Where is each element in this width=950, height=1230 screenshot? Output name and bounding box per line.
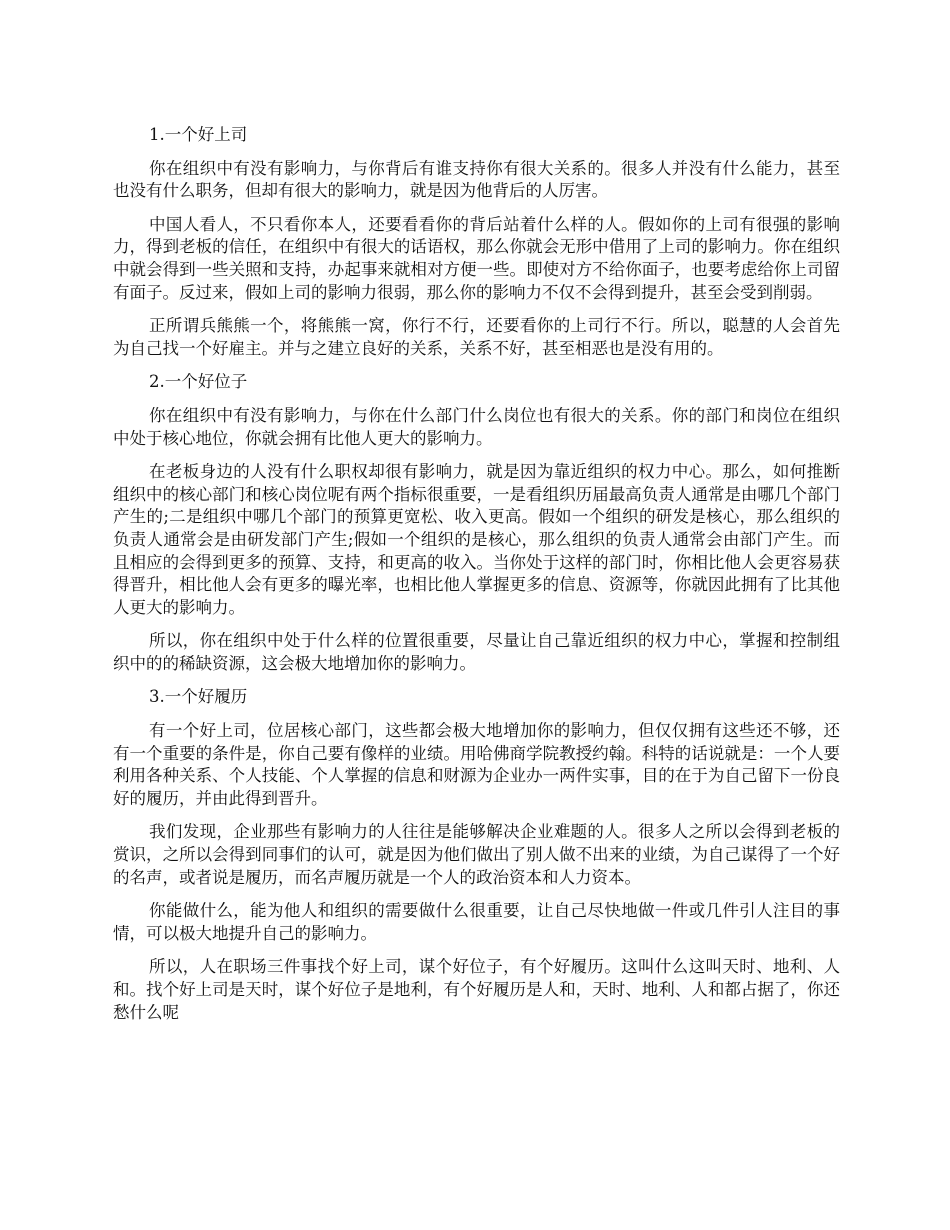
document-body <box>113 124 840 1035</box>
paragraph: 你在组织中有没有影响力，与你背后有谁支持你有很大关系的。很多人并没有什么能力，甚至也没有什么职务，但却有很大的影响力，就是因为他背后的人厉害。 <box>113 158 840 201</box>
section-heading: 1.一个好上司 <box>149 125 248 144</box>
section-heading: 3.一个好履历 <box>149 687 248 707</box>
paragraph: 所以，你在组织中处于什么样的位置很重要，尽量让自己靠近组织的权力中心，掌握和控制组织中的的稀缺资源，这会极大地增加你的影响力。 <box>113 631 840 673</box>
paragraph: 中国人看人，不只看你本人，还要看看你的背后站着什么样的人。假如你的上司有很强的影响力，得到老板的信任，在组织中有很大的话语权，那么你就会无形中借用了上司的影响力。你在组织中就会得到一些关照和支持，办起事来就相对方便一些。即使对方不给你面子，也要考虑给你上司留有面子。反过来，假如上司的影响力很弱，那么你的影响力不仅不会得到提升，甚至会受到削弱。 <box>113 214 840 302</box>
section-heading: 2.一个好位子 <box>149 372 248 392</box>
paragraph: 你能做什么，能为他人和组织的需要做什么很重要，让自己尽快地做一件或几件引人注目的事情，可以极大地提升自己的影响力。 <box>113 901 840 943</box>
paragraph: 在老板身边的人没有什么职权却很有影响力，就是因为靠近组织的权力中心。那么，如何推断组织中的核心部门和核心岗位呢有两个指标很重要，一是看组织历届最高负责人通常是由哪几个部门产生的;二是组织中哪几个部门的预算更宽松、收入更高。假如一个组织的研发是核心，那么组织的负责人通常会是由研发部门产生;假如一个组织的是核心，那么组织的负责人通常会由部门产生。而且相应的会得到更多的预算、支持，和更高的收入。当你处于这样的部门时，你相比他人会更容易获得晋升，相比他人会有更多的曝光率，也相比他人掌握更多的信息、资源等，你就因此拥有了比其他人更大的影响力。 <box>113 462 840 617</box>
paragraph: 你在组织中有没有影响力，与你在什么部门什么岗位也有很大的关系。你的部门和岗位在组织中处于核心地位，你就会拥有比他人更大的影响力。 <box>113 405 840 448</box>
paragraph: 正所谓兵熊熊一个，将熊熊一窝，你行不行，还要看你的上司行不行。所以，聪慧的人会首先为自己找一个好雇主。并与之建立良好的关系，关系不好，甚至相恶也是没有用的。 <box>113 316 840 358</box>
paragraph: 有一个好上司，位居核心部门，这些都会极大地增加你的影响力，但仅仅拥有这些还不够，还有一个重要的条件是，你自己要有像样的业绩。用哈佛商学院教授约翰。科特的话说就是：一个人要利用各种关系、个人技能、个人掌握的信息和财源为企业办一两件实事，目的在于为自己留下一份良好的履历，并由此得到晋升。 <box>113 721 840 808</box>
paragraph: 我们发现，企业那些有影响力的人往往是能够解决企业难题的人。很多人之所以会得到老板的赏识，之所以会得到同事们的认可，就是因为他们做出了别人做不出来的业绩，为自己谋得了一个好的名声，或者说是履历，而名声履历就是一个人的政治资本和人力资本。 <box>113 822 840 887</box>
paragraph: 所以，人在职场三件事找个好上司，谋个好位子，有个好履历。这叫什么这叫天时、地利、人和。找个好上司是天时，谋个好位子是地利，有个好履历是人和，天时、地利、人和都占据了，你还愁什么呢 <box>113 957 840 1022</box>
